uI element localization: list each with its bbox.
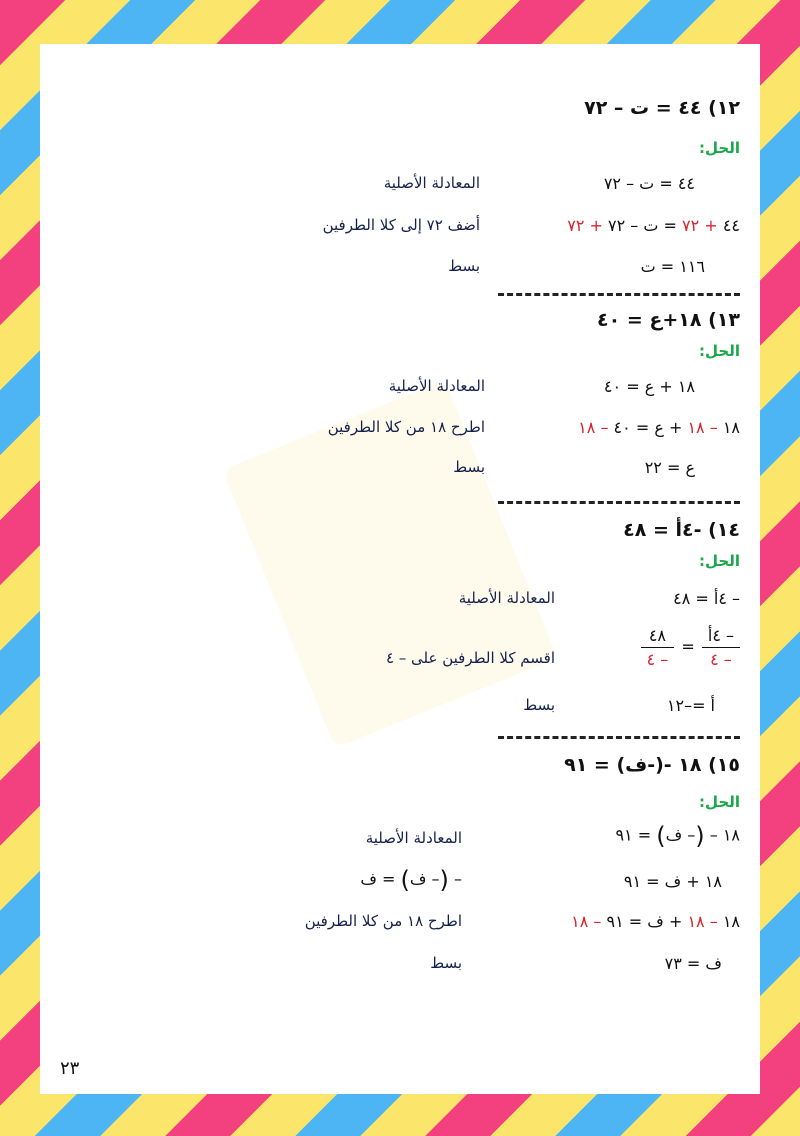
- fraction-right: $\frac{٤٨}{- ٤}$: [641, 626, 675, 669]
- equation-step: ٤٤ + ٧٢ = ت – ٧٢ + ٧٢: [567, 216, 740, 235]
- step-note: أضف ٧٢ إلى كلا الطرفين: [322, 216, 480, 234]
- section-divider: [498, 501, 740, 504]
- equation-step: ١١٦ = ت: [640, 257, 705, 276]
- equation-step: ١٨ – ١٨ + ف = ٩١ – ١٨: [571, 912, 740, 931]
- step-note: اقسم كلا الطرفين على – ٤: [385, 649, 555, 667]
- step-note: بسط: [453, 458, 485, 476]
- section-divider: [498, 736, 740, 739]
- step-note: اطرح ١٨ من كلا الطرفين: [304, 912, 462, 930]
- equation-step: ع = ٢٢: [644, 458, 695, 477]
- step-note: المعادلة الأصلية: [388, 377, 485, 395]
- step-note: المعادلة الأصلية: [383, 174, 480, 192]
- equation-step: – ٤أ = ٤٨: [673, 589, 740, 608]
- problem-15-header: ١٥) ١٨ -(-ف) = ٩١: [564, 754, 740, 776]
- fraction-equation: $\frac{\text{– ٤أ}}{- ٤}$ = $\frac{٤٨}{- ٤}$: [639, 626, 742, 669]
- step-note: بسط: [448, 257, 480, 275]
- worksheet-page: [40, 44, 760, 1094]
- equation-step: ف = ٧٣: [664, 954, 722, 973]
- step-note: المعادلة الأصلية: [458, 589, 555, 607]
- fraction-left: $\frac{\text{– ٤أ}}{- ٤}$: [702, 626, 740, 669]
- solution-label: الحل:: [699, 342, 740, 360]
- step-note: المعادلة الأصلية: [365, 829, 462, 847]
- solution-label: الحل:: [699, 793, 740, 811]
- solution-label: الحل:: [699, 552, 740, 570]
- equation-step: ١٨ – (– ف) = ٩١: [615, 822, 740, 850]
- equation-step: ١٨ – ١٨ + ع = ٤٠ – ١٨: [578, 418, 740, 437]
- step-note: بسط: [523, 696, 555, 714]
- problem-12-header: ١٢) ٤٤ = ت – ٧٢: [584, 97, 740, 119]
- problem-13-header: ١٣) ١٨+ع = ٤٠: [597, 309, 740, 331]
- equation-note: – (– ف) = ف: [360, 866, 462, 894]
- equation-step: ١٨ + ع = ٤٠: [603, 377, 695, 396]
- step-note: بسط: [430, 954, 462, 972]
- section-divider: [498, 293, 740, 296]
- equation-step: أ =–١٢: [666, 696, 715, 715]
- equation-step: ١٨ + ف = ٩١: [623, 872, 722, 891]
- solution-label: الحل:: [699, 139, 740, 157]
- problem-14-header: ١٤) -٤أ = ٤٨: [623, 519, 740, 541]
- step-note: اطرح ١٨ من كلا الطرفين: [327, 418, 485, 436]
- equation-step: ٤٤ = ت – ٧٢: [603, 174, 695, 193]
- page-number: ٢٣: [60, 1058, 80, 1079]
